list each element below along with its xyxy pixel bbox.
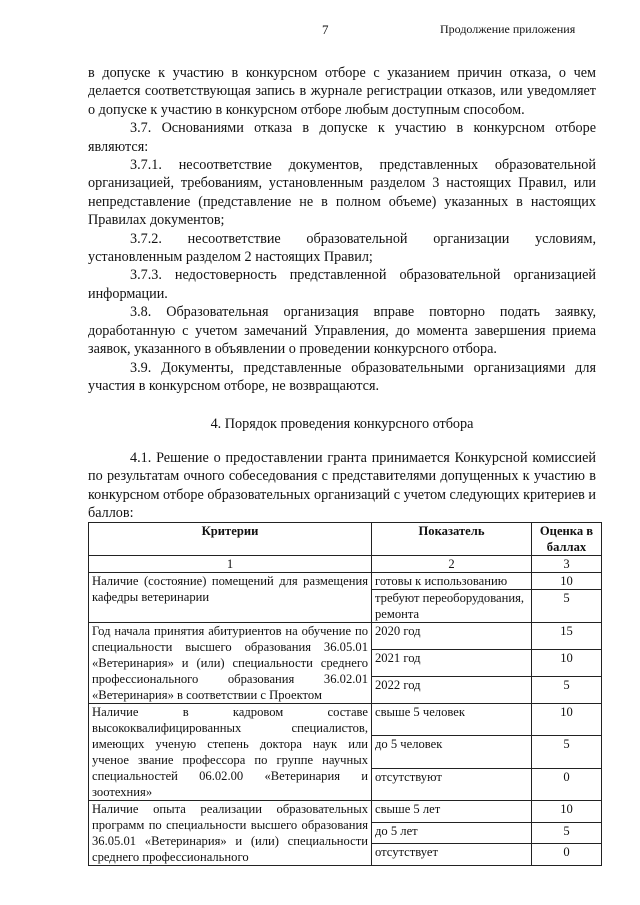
- criterion-cell: Наличие в кадровом составе высококвалифицированных специалистов, имеющих ученую степень доктора наук или ученое звание профессора по группе научных специальностей 06.02.00 «Ветеринария и зоотехния»: [89, 704, 372, 801]
- header-criteria: Критерии: [89, 523, 372, 556]
- column-number-3: 3: [532, 556, 602, 573]
- indicator-cell: до 5 человек: [372, 736, 532, 768]
- score-cell: 10: [532, 573, 602, 590]
- indicator-cell: 2021 год: [372, 650, 532, 677]
- indicator-cell: отсутствует: [372, 844, 532, 866]
- table-row: [89, 623, 602, 650]
- paragraph-continuation: в допуске к участию в конкурсном отборе с указанием причин отказа, о чем делается соответствующая запись в журнале регистрации отказов, или уведомляет о допуске к участию в конкурсном отборе любым доступным способом.: [88, 65, 596, 118]
- document-body: [88, 64, 596, 522]
- table-row: [89, 801, 602, 823]
- indicator-cell: 2022 год: [372, 677, 532, 704]
- indicator-cell: свыше 5 человек: [372, 704, 532, 736]
- header-score: Оценка в баллах: [532, 523, 602, 556]
- section-heading-4: 4. Порядок проведения конкурсного отбора: [210, 416, 474, 433]
- criterion-cell: Наличие (состояние) помещений для размещения кафедры ветеринарии: [89, 573, 372, 623]
- criterion-cell: Наличие опыта реализации образовательных программ по специальности высшего образования 36.05.01 «Ветеринария» и (или) специальности среднего профессионального: [89, 801, 372, 866]
- table-row: [89, 573, 602, 590]
- column-number-1: 1: [89, 556, 372, 573]
- paragraph-3-7: 3.7. Основаниями отказа в допуске к участию в конкурсном отборе являются:: [88, 120, 596, 155]
- paragraph-4-1: 4.1. Решение о предоставлении гранта принимается Конкурсной комиссией по результатам очного собеседования с представителями допущенных к участию в конкурсном отборе образовательных организаций с учетом следующих критериев и баллов:: [88, 449, 596, 521]
- page-number: 7: [322, 22, 329, 37]
- score-cell: 5: [532, 677, 602, 704]
- indicator-cell: 2020 год: [372, 623, 532, 650]
- score-cell: 10: [532, 801, 602, 823]
- score-cell: 5: [532, 590, 602, 623]
- score-cell: 15: [532, 623, 602, 650]
- paragraph-3-7-3: 3.7.3. недостоверность представленной образовательной организацией информации.: [88, 267, 596, 302]
- indicator-cell: отсутствуют: [372, 768, 532, 800]
- paragraph-3-8: 3.8. Образовательная организация вправе повторно подать заявку, доработанную с учетом замечаний Управления, до момента завершения приема заявок, указанного в объявлении о проведении конкурсного отбора.: [88, 304, 596, 358]
- score-cell: 5: [532, 736, 602, 768]
- score-cell: 10: [532, 650, 602, 677]
- continuation-header: Продолжение приложения: [440, 22, 576, 36]
- indicator-cell: готовы к использованию: [372, 573, 532, 590]
- indicator-cell: требуют переоборудования, ремонта: [372, 590, 532, 623]
- table-number-row: [89, 556, 602, 573]
- header-indicator: Показатель: [372, 523, 532, 556]
- score-cell: 0: [532, 768, 602, 800]
- paragraph-3-7-2: 3.7.2. несоответствие образовательной организации условиям, установленным разделом 2 настоящих Правил;: [88, 230, 596, 266]
- criterion-cell: Год начала принятия абитуриентов на обучение по специальности высшего образования 36.05.01 «Ветеринария» и (или) специальности среднего профессионального образования 36.02.01 «Ветеринария» в соответствии с Проектом: [89, 623, 372, 704]
- criteria-table: [88, 522, 602, 866]
- table-row: [89, 704, 602, 736]
- column-number-2: 2: [372, 556, 532, 573]
- indicator-cell: до 5 лет: [372, 822, 532, 844]
- score-cell: 0: [532, 844, 602, 866]
- paragraph-3-9: 3.9. Документы, представленные образовательными организациями для участия в конкурсном отборе, не возвращаются.: [88, 359, 596, 394]
- score-cell: 5: [532, 822, 602, 844]
- paragraph-3-7-1: 3.7.1. несоответствие документов, представленных образовательной организацией, требованиям, установленным разделом 3 настоящих Правил, или непредставление (представление не в полном объеме) указанных в настоящих Правилах документов;: [88, 157, 596, 229]
- score-cell: 10: [532, 704, 602, 736]
- indicator-cell: свыше 5 лет: [372, 801, 532, 823]
- table-header-row: [89, 523, 602, 556]
